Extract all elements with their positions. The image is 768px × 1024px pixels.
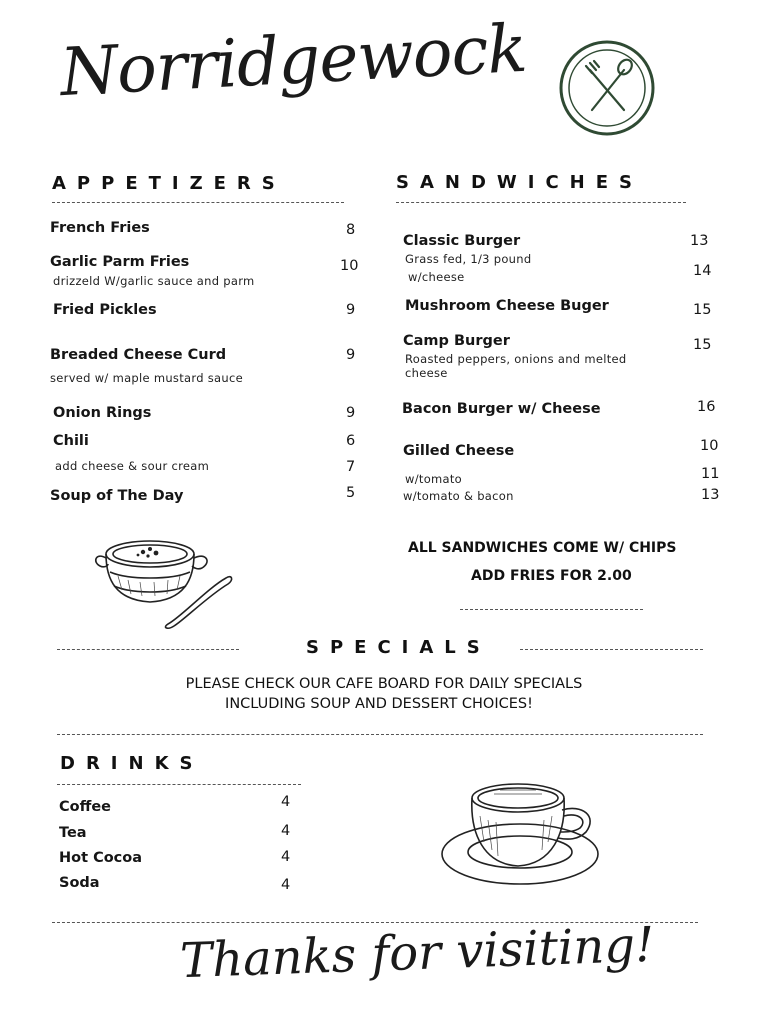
menu-item-price: 15 bbox=[693, 337, 712, 353]
menu-item-price: 5 bbox=[346, 485, 356, 501]
menu-item-price: 4 bbox=[281, 849, 291, 865]
menu-item-name: Tea bbox=[59, 825, 87, 841]
menu-item-name: Breaded Cheese Curd bbox=[50, 347, 227, 363]
menu-item-price: 13 bbox=[690, 233, 709, 249]
specials-heading: SPECIALS bbox=[306, 637, 491, 658]
menu-item-addon-price: 14 bbox=[693, 263, 712, 279]
menu-item-name: Classic Burger bbox=[403, 233, 521, 249]
menu-item-name: Mushroom Cheese Buger bbox=[405, 298, 609, 314]
menu-item-price: 4 bbox=[281, 877, 291, 893]
menu-item-name: Bacon Burger w/ Cheese bbox=[402, 401, 601, 417]
menu-item-price: 10 bbox=[700, 438, 719, 454]
menu-item-description: drizzeld W/garlic sauce and parm bbox=[53, 274, 255, 288]
specials-divider-right bbox=[520, 649, 703, 650]
fork-spoon-plate-icon bbox=[552, 38, 662, 138]
menu-item-name: Hot Cocoa bbox=[59, 850, 143, 866]
specials-line: PLEASE CHECK OUR CAFE BOARD FOR DAILY SPECIALS bbox=[185, 676, 583, 692]
menu-item-price: 8 bbox=[346, 222, 356, 238]
specials-line: INCLUDING SOUP AND DESSERT CHOICES! bbox=[225, 696, 533, 712]
menu-item-price: 4 bbox=[281, 823, 291, 839]
sandwiches-note-divider bbox=[460, 609, 643, 610]
menu-item-price: 6 bbox=[346, 433, 356, 449]
menu-item-price: 9 bbox=[346, 405, 356, 421]
drinks-divider bbox=[57, 784, 301, 785]
menu-item-price: 15 bbox=[693, 302, 712, 318]
sandwiches-divider bbox=[396, 202, 686, 203]
restaurant-title: Norridgewock bbox=[58, 9, 529, 112]
menu-item-name: Chili bbox=[53, 433, 89, 449]
menu-item-addon-price: 7 bbox=[346, 459, 356, 475]
thanks-message: Thanks for visiting! bbox=[179, 916, 656, 990]
appetizers-divider bbox=[52, 202, 344, 203]
menu-item-description: add cheese & sour cream bbox=[55, 459, 210, 473]
soup-bowl-icon bbox=[88, 528, 238, 634]
menu-item-description: w/tomato bbox=[405, 472, 463, 486]
sandwiches-note: ALL SANDWICHES COME W/ CHIPS bbox=[408, 540, 677, 556]
menu-item-name: Fried Pickles bbox=[53, 302, 157, 318]
menu-item-description: Roasted peppers, onions and melted cheese bbox=[405, 352, 627, 380]
menu-item-price: 16 bbox=[697, 399, 716, 415]
menu-item-description: w/cheese bbox=[408, 270, 465, 284]
menu-item-price: 9 bbox=[346, 347, 356, 363]
menu-item-name: Soda bbox=[59, 875, 100, 891]
menu-item-name: Gilled Cheese bbox=[403, 443, 515, 459]
menu-item-price: 9 bbox=[346, 302, 356, 318]
sandwiches-heading: SANDWICHES bbox=[396, 172, 643, 193]
menu-item-price: 4 bbox=[281, 794, 291, 810]
menu-item-description: Grass fed, 1/3 pound bbox=[405, 252, 532, 266]
specials-divider-left bbox=[57, 649, 239, 650]
menu-item-addon-price: 11 bbox=[701, 466, 720, 482]
menu-item-price: 10 bbox=[340, 258, 359, 274]
menu-item-name: Camp Burger bbox=[403, 333, 510, 349]
specials-bottom-divider bbox=[57, 734, 703, 735]
appetizers-heading: APPETIZERS bbox=[52, 173, 286, 194]
menu-item-name: French Fries bbox=[50, 220, 150, 236]
menu-item-name: Soup of The Day bbox=[50, 488, 184, 504]
sandwiches-note: ADD FRIES FOR 2.00 bbox=[471, 568, 632, 584]
coffee-cup-icon bbox=[440, 776, 605, 892]
menu-item-name: Garlic Parm Fries bbox=[50, 254, 190, 270]
menu-item-addon-price: 13 bbox=[701, 487, 720, 503]
drinks-heading: DRINKS bbox=[60, 753, 204, 774]
menu-item-description: w/tomato & bacon bbox=[403, 489, 514, 503]
menu-item-name: Coffee bbox=[59, 799, 112, 815]
menu-item-name: Onion Rings bbox=[53, 405, 152, 421]
menu-item-description: served w/ maple mustard sauce bbox=[50, 371, 243, 385]
